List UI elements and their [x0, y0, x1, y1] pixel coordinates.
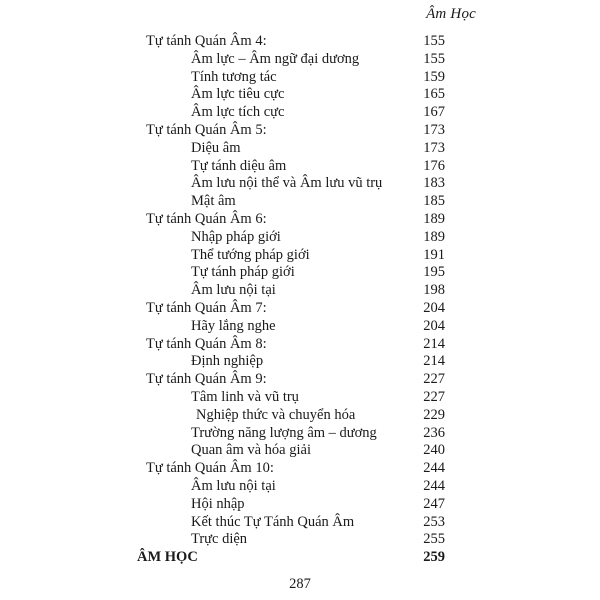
toc-entry-page: 227 — [423, 388, 445, 405]
toc-entry-page: 198 — [423, 282, 445, 299]
toc-entry-row — [0, 229, 600, 247]
toc-entry-title: Tự tánh diệu âm — [191, 157, 287, 174]
toc-entry-row — [0, 247, 600, 265]
toc-entry-page: 167 — [423, 104, 445, 121]
toc-entry-title: Diệu âm — [191, 139, 241, 156]
toc-entry-page: 214 — [423, 335, 445, 352]
toc-entry-title: Trường năng lượng âm – dương — [191, 424, 377, 441]
toc-entry-title: Mật âm — [191, 193, 236, 210]
toc-entry-row — [0, 104, 600, 122]
toc-entry-page: 189 — [423, 210, 445, 227]
toc-entry-page: 155 — [423, 50, 445, 67]
toc-entry-title: Kết thúc Tự Tánh Quán Âm — [191, 513, 355, 530]
toc-section-row — [0, 460, 600, 478]
toc-entry-page: 165 — [423, 86, 445, 103]
running-header: Âm Học — [426, 6, 476, 22]
toc-entry-page: 204 — [423, 299, 445, 316]
toc-entry-row — [0, 389, 600, 407]
toc-entry-row — [0, 158, 600, 176]
toc-entry-title: Nhập pháp giới — [191, 228, 281, 245]
toc-entry-page: 159 — [423, 68, 445, 85]
toc-entry-page: 244 — [423, 460, 445, 477]
toc-entry-page: 176 — [423, 157, 445, 174]
toc-entry-page: 173 — [423, 121, 445, 138]
toc-entry-row — [0, 353, 600, 371]
page-number: 287 — [289, 576, 311, 592]
toc-entry-title: Tự tánh Quán Âm 5: — [146, 121, 267, 138]
toc-entry-row — [0, 264, 600, 282]
table-of-contents — [0, 33, 600, 567]
toc-entry-row — [0, 175, 600, 193]
toc-entry-title: ÂM HỌC — [137, 549, 198, 566]
toc-chapter-row — [0, 549, 600, 567]
toc-section-row — [0, 211, 600, 229]
toc-entry-page: 195 — [423, 264, 445, 281]
toc-entry-row — [0, 318, 600, 336]
toc-entry-page: 191 — [423, 246, 445, 263]
toc-entry-page: 244 — [423, 477, 445, 494]
toc-entry-page: 227 — [423, 371, 445, 388]
toc-entry-title: Thể tướng pháp giới — [191, 246, 310, 263]
toc-entry-title: Âm lực – Âm ngữ đại dương — [191, 50, 360, 67]
toc-entry-title: Tính tương tác — [191, 68, 277, 85]
toc-entry-title: Định nghiệp — [191, 353, 264, 370]
toc-entry-title: Hãy lắng nghe — [191, 317, 276, 334]
toc-entry-page: 155 — [423, 33, 445, 49]
toc-section-row — [0, 33, 600, 51]
toc-entry-title: Âm lưu nội tại — [191, 282, 276, 299]
toc-entry-page: 259 — [423, 549, 445, 566]
toc-entry-title: Trực diện — [191, 531, 248, 548]
toc-entry-row — [0, 282, 600, 300]
toc-entry-page: 236 — [423, 424, 445, 441]
toc-entry-page: 255 — [423, 531, 445, 548]
toc-entry-row — [0, 442, 600, 460]
toc-section-row — [0, 300, 600, 318]
toc-entry-row — [0, 51, 600, 69]
toc-entry-title: Hội nhập — [191, 495, 245, 512]
toc-entry-title: Tự tánh Quán Âm 8: — [146, 335, 267, 352]
toc-entry-row — [0, 407, 600, 425]
toc-entry-row — [0, 86, 600, 104]
toc-entry-page: 253 — [423, 513, 445, 530]
toc-entry-title: Âm lưu nội thể và Âm lưu vũ trụ — [191, 175, 383, 192]
toc-entry-row — [0, 496, 600, 514]
toc-entry-row — [0, 514, 600, 532]
toc-entry-title: Tự tánh Quán Âm 4: — [146, 33, 267, 49]
toc-section-row — [0, 122, 600, 140]
toc-entry-page: 189 — [423, 228, 445, 245]
toc-entry-page: 214 — [423, 353, 445, 370]
toc-entry-row — [0, 69, 600, 87]
toc-entry-page: 229 — [423, 406, 445, 423]
toc-entry-title: Tự tánh Quán Âm 7: — [146, 299, 267, 316]
toc-entry-title: Âm lưu nội tại — [191, 477, 276, 494]
toc-entry-title: Âm lực tiêu cực — [191, 86, 285, 103]
toc-entry-title: Tự tánh Quán Âm 9: — [146, 371, 267, 388]
toc-entry-page: 185 — [423, 193, 445, 210]
toc-entry-title: Nghiệp thức và chuyển hóa — [196, 406, 356, 423]
toc-entry-title: Tự tánh Quán Âm 6: — [146, 210, 267, 227]
toc-entry-title: Tâm linh và vũ trụ — [191, 388, 299, 405]
toc-entry-row — [0, 531, 600, 549]
toc-entry-page: 240 — [423, 442, 445, 459]
toc-entry-page: 204 — [423, 317, 445, 334]
toc-entry-page: 183 — [423, 175, 445, 192]
toc-entry-title: Tự tánh pháp giới — [191, 264, 295, 281]
toc-entry-title: Quan âm và hóa giải — [191, 442, 311, 459]
toc-entry-row — [0, 478, 600, 496]
toc-entry-row — [0, 140, 600, 158]
toc-entry-title: Âm lực tích cực — [191, 104, 285, 121]
toc-entry-row — [0, 425, 600, 443]
toc-entry-row — [0, 193, 600, 211]
toc-section-row — [0, 336, 600, 354]
toc-entry-page: 247 — [423, 495, 445, 512]
toc-entry-page: 173 — [423, 139, 445, 156]
toc-entry-title: Tự tánh Quán Âm 10: — [146, 460, 274, 477]
toc-section-row — [0, 371, 600, 389]
